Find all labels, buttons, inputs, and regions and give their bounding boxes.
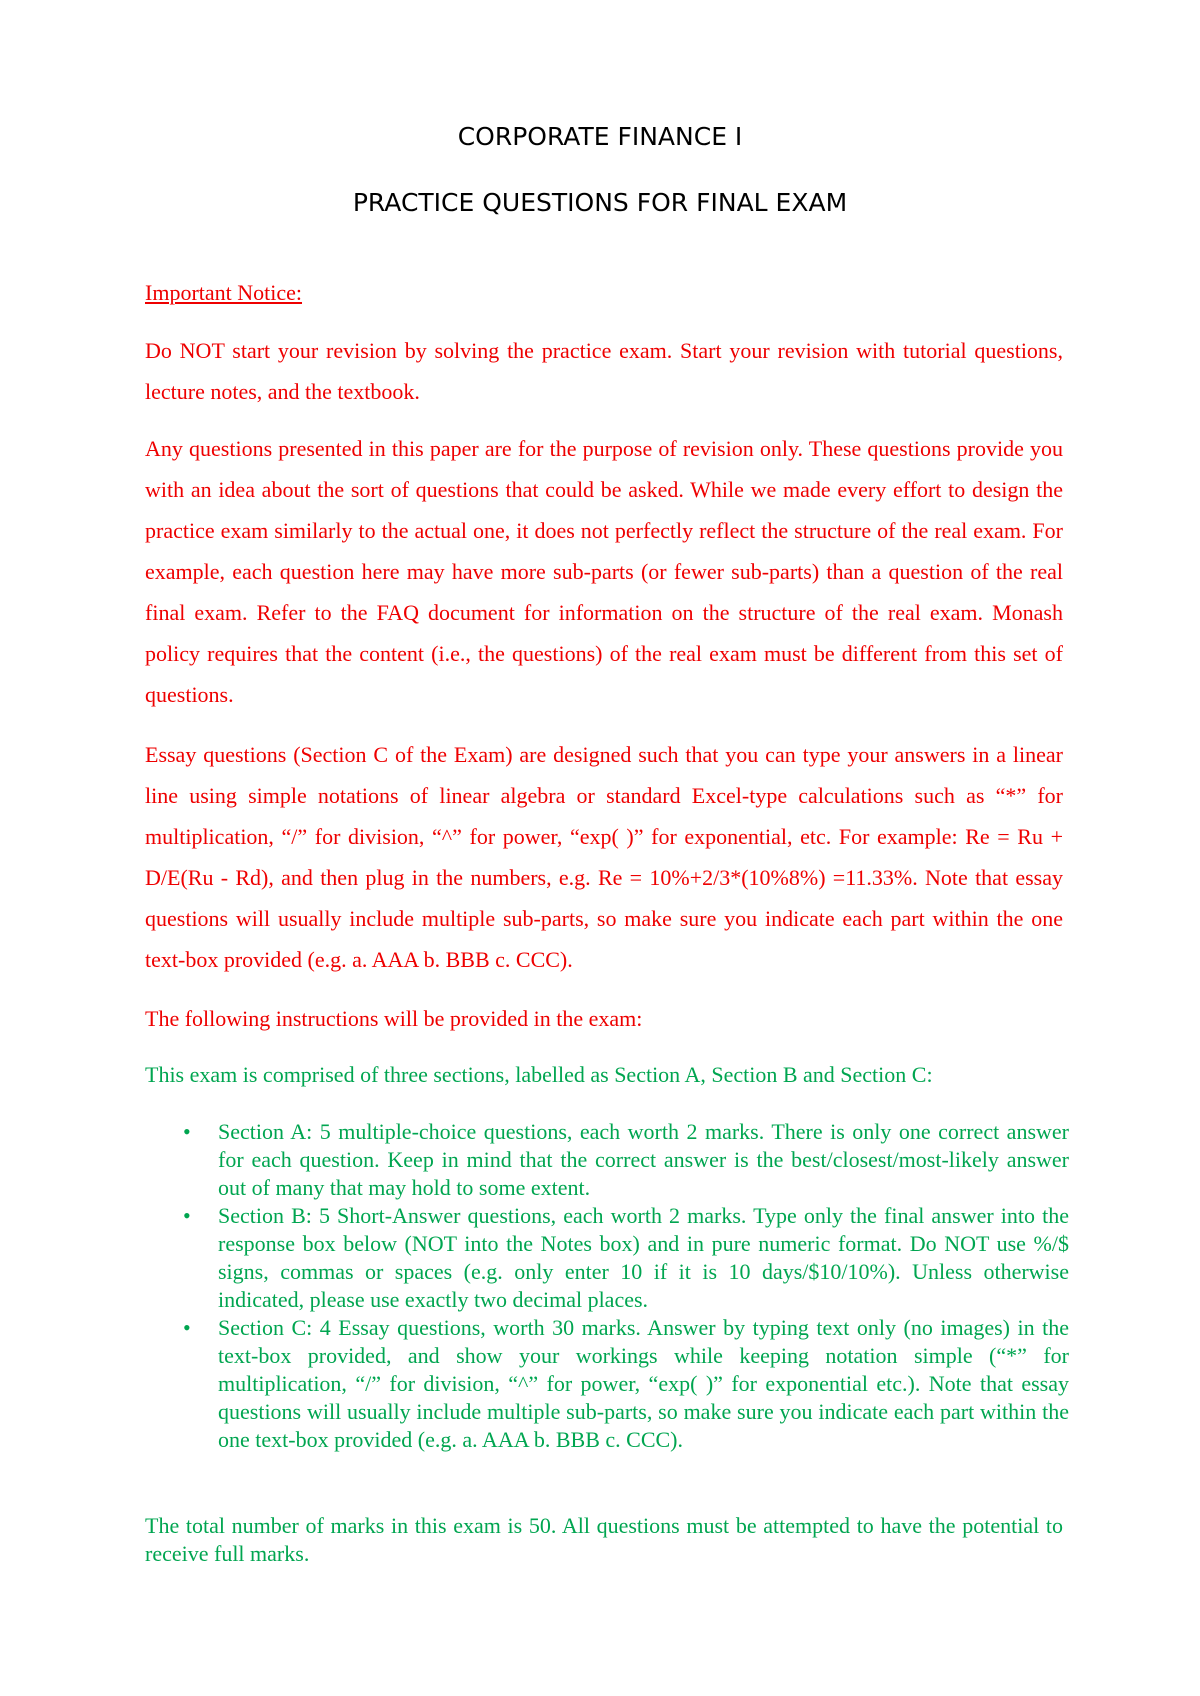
bullet-icon: •	[183, 1315, 191, 1340]
section-b-text: Section B: 5 Short-Answer questions, each worth 2 marks. Type only the final answer into the response box below (NOT into the Notes box) and in pure numeric format. Do NOT use %/$ signs, commas or spaces (e.g. only enter 10 if it is 10 days/$10/10%). Unless otherwise indicated, please use exactly two decimal places.	[218, 1203, 1069, 1312]
notice-heading: Important Notice:	[145, 280, 303, 305]
notice-paragraph-revision: Do NOT start your revision by solving the practice exam. Start your revision with tutorial questions, lecture notes, and the textbook.	[145, 338, 1063, 404]
document-subtitle: PRACTICE QUESTIONS FOR FINAL EXAM	[352, 188, 848, 217]
list-item	[145, 1314, 1069, 1454]
section-list	[145, 1118, 1069, 1454]
bullet-icon: •	[183, 1203, 191, 1228]
section-a-text: Section A: 5 multiple-choice questions, each worth 2 marks. There is only one correct answer for each question. Keep in mind that the correct answer is the best/closest/most-likely answer out of many that may hold to some extent.	[218, 1119, 1069, 1200]
notice-paragraph-instructions-intro: The following instructions will be provided in the exam:	[145, 1006, 643, 1031]
notice-paragraph-essay-format: Essay questions (Section C of the Exam) are designed such that you can type your answers in a linear line using simple notations of linear algebra or standard Excel-type calculations such as “*” for multiplication, “/” for division, “^” for power, “exp( )” for exponential, etc. For example: Re = Ru + D/E(Ru - Rd), and then plug in the numbers, e.g. Re = 10%+2/3*(10%8%) =11.33%. Note that essay questions will usually include multiple sub-parts, so make sure you indicate each part within the one text-box provided (e.g. a. AAA b. BBB c. CCC).	[145, 742, 1063, 972]
closing-paragraph: The total number of marks in this exam is 50. All questions must be attempted to have the potential to receive full marks.	[145, 1513, 1063, 1566]
exam-intro: This exam is comprised of three sections, labelled as Section A, Section B and Section C:	[145, 1062, 933, 1087]
list-item	[145, 1118, 1069, 1202]
section-c-text: Section C: 4 Essay questions, worth 30 marks. Answer by typing text only (no images) in the text-box provided, and show your workings while keeping notation simple (“*” for multiplication, “/” for division, “^” for power, “exp( )” for exponential etc.). Note that essay questions will usually include multiple sub-parts, so make sure you indicate each part within the one text-box provided (e.g. a. AAA b. BBB c. CCC).	[218, 1315, 1069, 1452]
list-item	[145, 1202, 1069, 1314]
bullet-icon: •	[183, 1119, 191, 1144]
notice-paragraph-purpose: Any questions presented in this paper are for the purpose of revision only. These questions provide you with an idea about the sort of questions that could be asked. While we made every effort to design the practice exam similarly to the actual one, it does not perfectly reflect the structure of the real exam. For example, each question here may have more sub-parts (or fewer sub-parts) than a question of the real final exam. Refer to the FAQ document for information on the structure of the real exam. Monash policy requires that the content (i.e., the questions) of the real exam must be different from this set of questions.	[145, 436, 1063, 707]
document-title: CORPORATE FINANCE I	[457, 122, 743, 151]
